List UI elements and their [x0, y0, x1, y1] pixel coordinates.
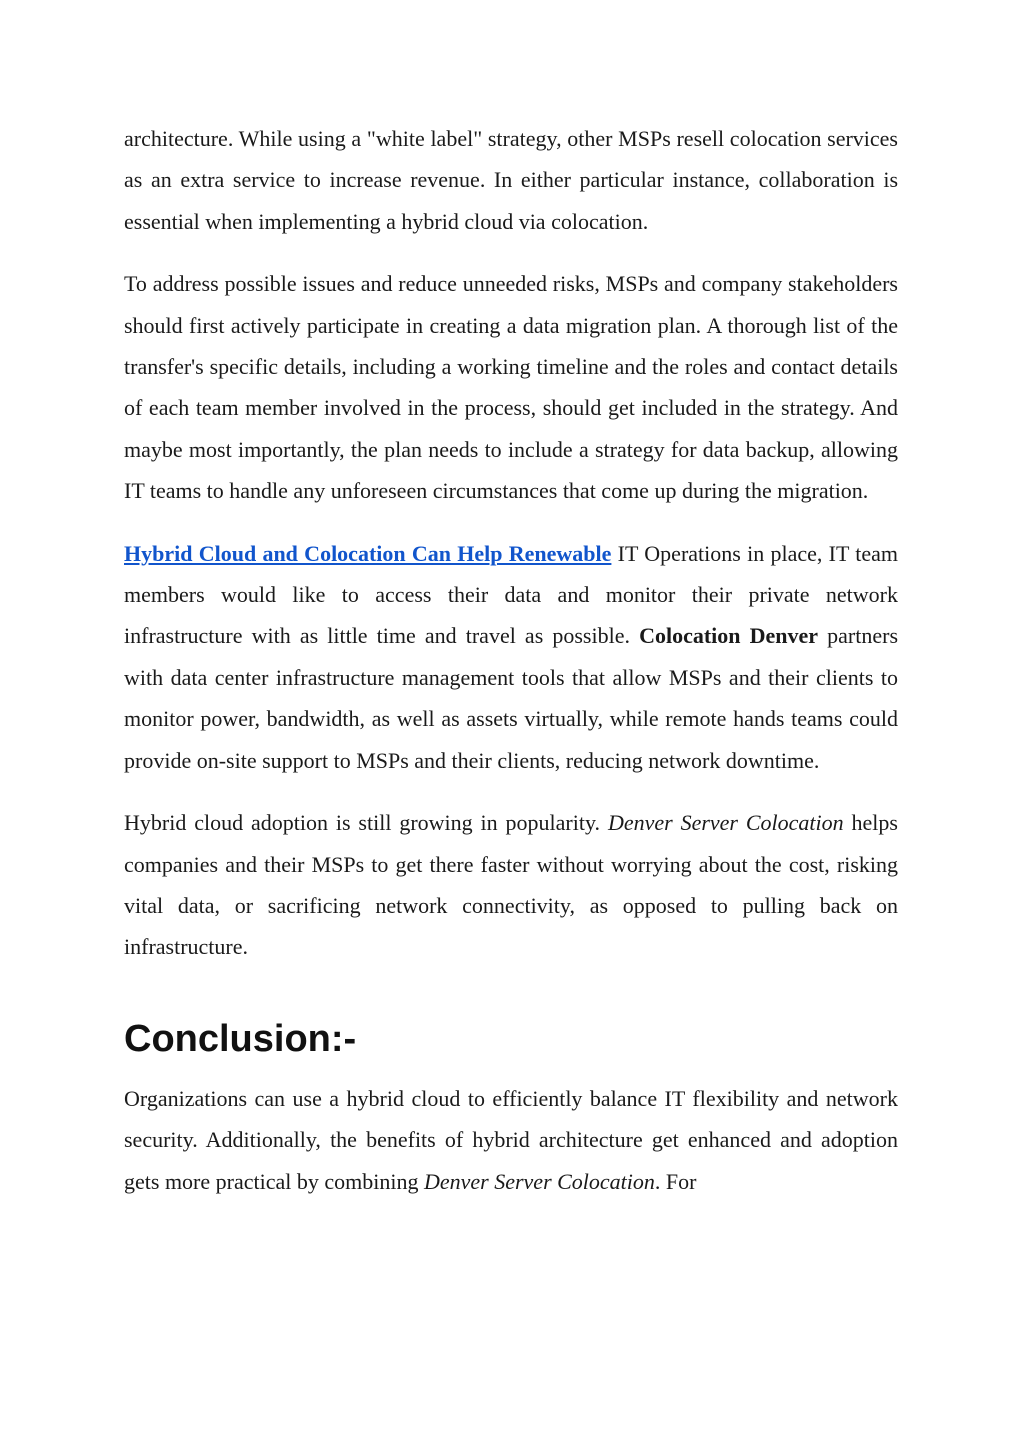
- italic-denver-server-colocation: Denver Server Colocation: [607, 810, 844, 836]
- conclusion-heading: Conclusion:-: [124, 1017, 357, 1060]
- paragraph-text: IT Operations in place, IT team members would like to access their data and monitor their private network infrastructure with as little time and travel as possible.: [124, 540, 898, 649]
- paragraph-text: . For: [654, 1168, 697, 1194]
- paragraph-text: Hybrid cloud adoption is still growing in popularity.: [124, 810, 608, 836]
- hybrid-cloud-link[interactable]: Hybrid Cloud and Colocation Can Help Renewable: [124, 540, 612, 566]
- bold-colocation-denver: Colocation Denver: [639, 623, 819, 649]
- paragraph-renewable-it: [124, 533, 898, 781]
- paragraph-adoption: [124, 802, 898, 968]
- paragraph-text: partners with data center infrastructure management tools that allow MSPs and their clients to monitor power, bandwidth, as well as assets virtually, while remote hands teams could provide on-site support to MSPs and their clients, reducing network downtime.: [124, 623, 899, 773]
- paragraph-text: helps companies and their MSPs to get there faster without worrying about the cost, risking vital data, or sacrificing network connectivity, as opposed to pulling back on infrastructure.: [124, 810, 898, 960]
- document-page: [124, 118, 898, 1223]
- paragraph-conclusion: [124, 1078, 898, 1202]
- paragraph-white-label: architecture. While using a "white label" strategy, other MSPs resell colocation services as an extra service to increase revenue. In either particular instance, collaboration is essential when implementing a hybrid cloud via colocation.: [124, 126, 898, 234]
- paragraph-migration-plan: To address possible issues and reduce unneeded risks, MSPs and company stakeholders should first actively participate in creating a data migration plan. A thorough list of the transfer's specific details, including a working timeline and the roles and contact details of each team member involved in the process, should get included in the strategy. And maybe most importantly, the plan needs to include a strategy for data backup, allowing IT teams to handle any unforeseen circumstances that come up during the migration.: [124, 271, 898, 504]
- italic-denver-server-colocation: Denver Server Colocation: [423, 1168, 655, 1194]
- paragraph-text: Organizations can use a hybrid cloud to efficiently balance IT flexibility and network security. Additionally, the benefits of hybrid architecture get enhanced and adoption gets more practical by combining: [124, 1085, 898, 1194]
